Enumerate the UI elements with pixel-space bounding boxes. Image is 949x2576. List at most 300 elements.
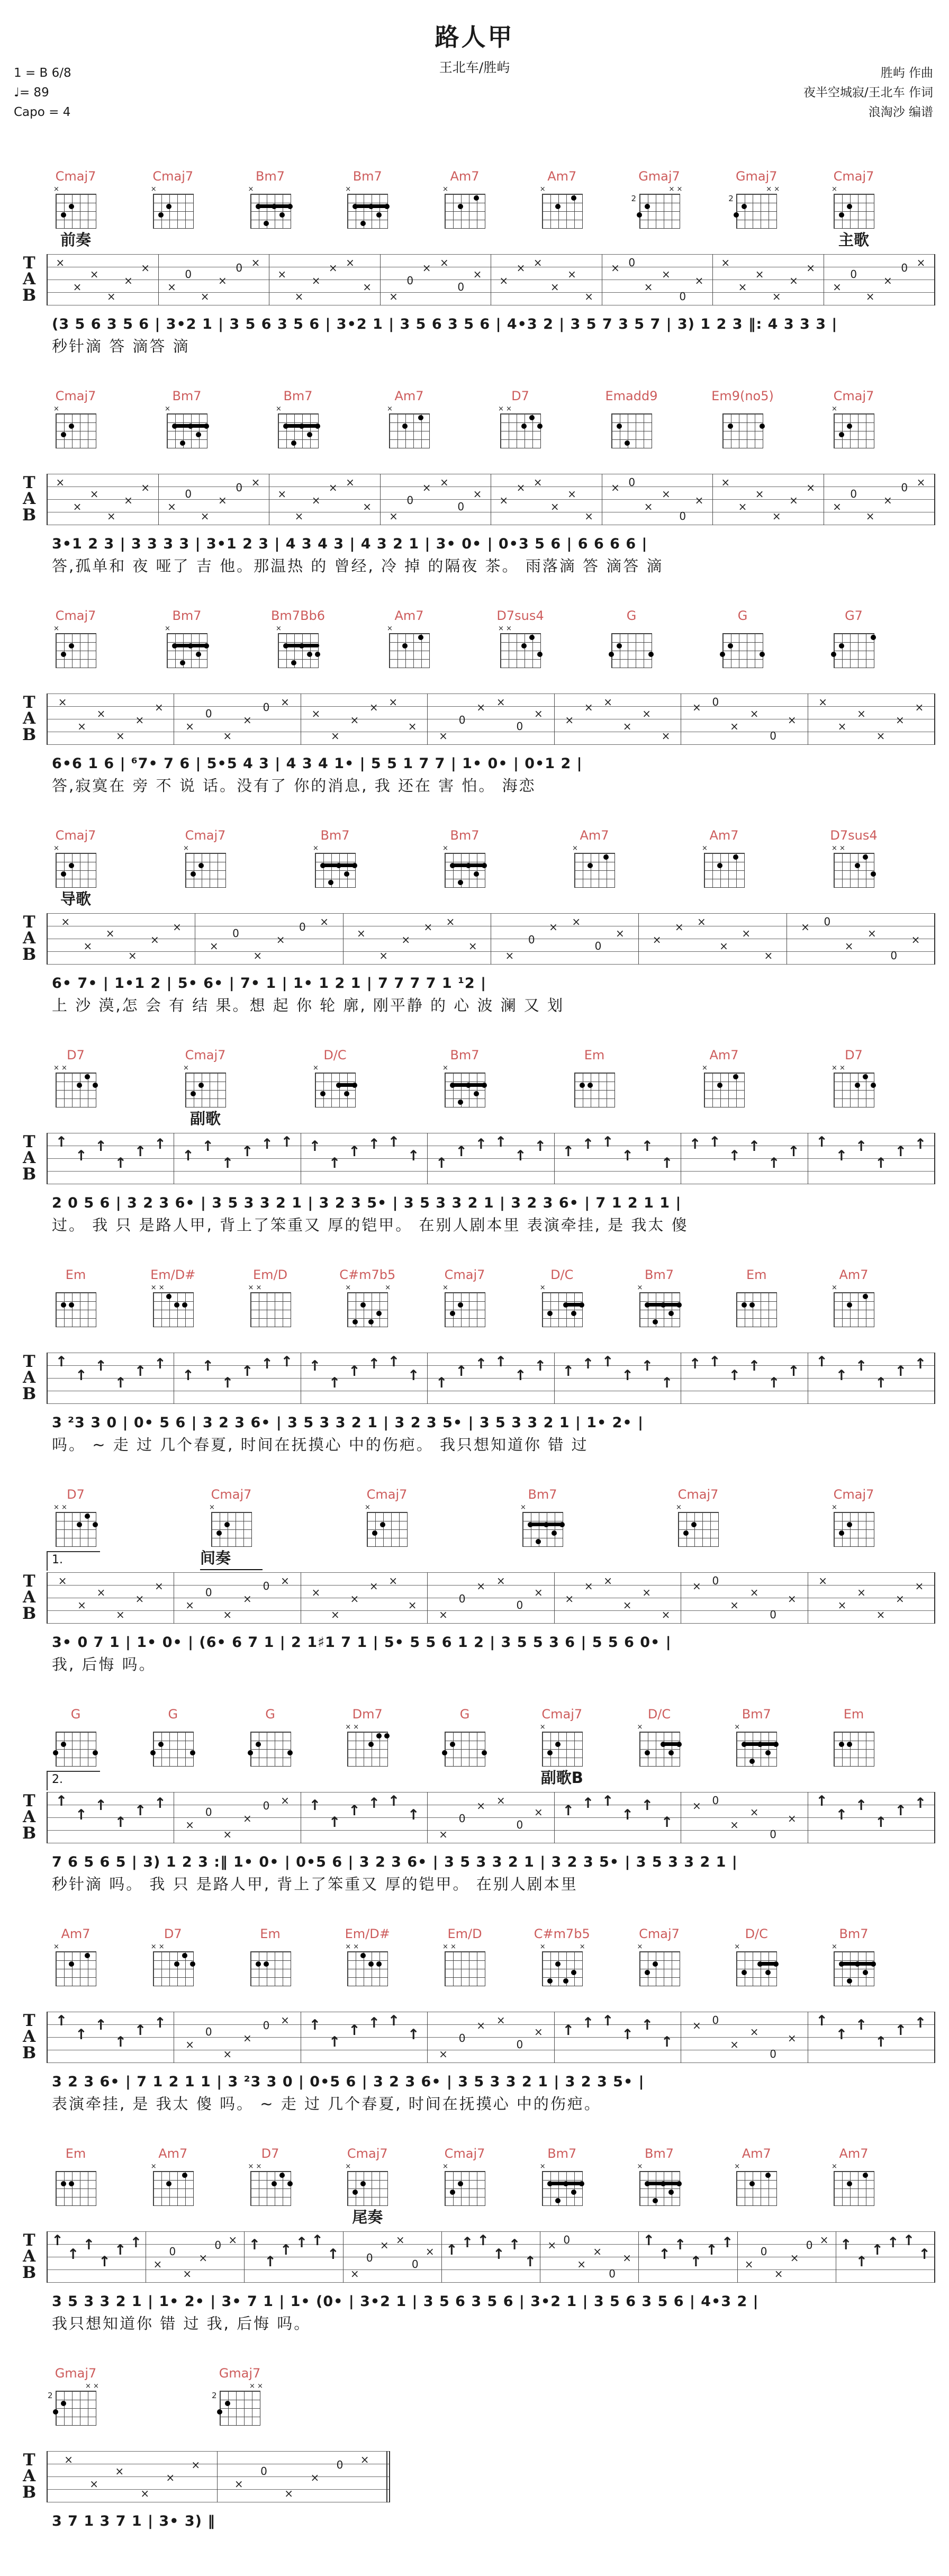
finger-dot xyxy=(653,1319,658,1325)
strum-arrow-icon: ↑ xyxy=(914,1136,927,1152)
chord xyxy=(338,1707,396,1768)
fretboard-grid xyxy=(445,1951,485,1986)
fretboard-grid xyxy=(250,1951,291,1986)
mute-x-icon: × xyxy=(248,1284,254,1292)
tab-measure xyxy=(381,254,492,305)
mute-x-icon: 0 xyxy=(236,262,243,274)
fretboard-grid xyxy=(250,1732,291,1767)
mute-x-icon: × xyxy=(223,2048,232,2060)
fretboard-grid xyxy=(153,2171,194,2206)
fretboard-grid xyxy=(56,1292,96,1327)
mute-x-icon: × xyxy=(345,185,351,193)
tab-measure xyxy=(824,254,935,305)
strum-arrow-icon: ↑ xyxy=(154,1356,166,1372)
mute-x-icon: × xyxy=(730,2038,739,2051)
finger-dot xyxy=(544,1522,549,1527)
finger-dot xyxy=(279,2173,285,2178)
finger-dot xyxy=(196,432,201,437)
chord-diagram xyxy=(444,2163,485,2207)
chord-diagram xyxy=(833,1064,874,1109)
chord-name-label: C#m7b5 xyxy=(534,1926,590,1941)
fretboard-grid xyxy=(250,194,291,229)
fretboard-grid xyxy=(639,2171,680,2206)
finger-dot xyxy=(555,1742,561,1747)
mute-x-icon: × xyxy=(96,1586,106,1599)
mute-x-icon: × xyxy=(876,729,885,742)
tab-clef: T A B xyxy=(22,1791,37,1843)
chord-name-label: G7 xyxy=(845,608,863,623)
strum-arrow-icon: ↑ xyxy=(348,1143,360,1160)
tab-measure xyxy=(174,693,301,745)
strum-arrow-icon: ↑ xyxy=(816,1354,828,1370)
chord-diagram xyxy=(166,405,207,449)
strum-arrow-icon: ↑ xyxy=(658,2246,671,2263)
tab-measure xyxy=(808,2012,934,2063)
chord-diagram xyxy=(833,1503,874,1548)
finger-dot xyxy=(328,880,333,885)
chord xyxy=(47,1487,105,1548)
mute-x-icon: × xyxy=(764,949,773,962)
chord-diagram xyxy=(314,1064,356,1109)
mute-x-icon: × xyxy=(468,940,477,952)
mute-x-icon: × xyxy=(473,488,482,500)
jianpu-line: 6• 7• | 1•1 2 | 5• 6• | 7• 1 | 1• 1 2 1 | 7 7 7 7 1 ¹2 | xyxy=(52,975,486,992)
mute-x-icon: × xyxy=(721,256,730,269)
strum-arrow-icon: ↑ xyxy=(641,1358,654,1374)
tab-measure xyxy=(428,1133,554,1184)
tab-clef: T A B xyxy=(22,1352,37,1403)
mute-x-icon: × xyxy=(539,1723,546,1731)
chord-diagram xyxy=(522,1503,563,1548)
mute-x-icon: × xyxy=(883,494,892,507)
mute-x-icon: × xyxy=(369,1580,378,1592)
jianpu-line: 2 0 5 6 | 3 2 3 6• | 3 5 3 3 2 1 | 3 2 3 5• | 3 5 3 3 2 1 | 3 2 3 6• | 7 1 2 1 1 | xyxy=(52,1195,682,1211)
tab-measure xyxy=(301,2012,428,2063)
chord-diagram xyxy=(541,1723,583,1768)
mute-x-icon: × xyxy=(56,256,65,269)
tab-staff-wrap xyxy=(14,2451,935,2502)
mute-x-icon: × xyxy=(676,1503,682,1511)
strum-arrow-icon: ↑ xyxy=(494,1354,507,1370)
fretboard-grid xyxy=(445,853,485,888)
tab-measure xyxy=(681,1572,808,1624)
mute-x-icon: 0 xyxy=(712,1574,719,1587)
mute-x-icon: × xyxy=(516,262,526,274)
finger-dot xyxy=(188,643,193,648)
finger-dot xyxy=(299,643,304,648)
finger-dot xyxy=(283,424,288,429)
strum-arrow-icon: ↑ xyxy=(855,1138,867,1155)
chord-diagram xyxy=(833,405,874,449)
strum-arrow-icon: ↑ xyxy=(661,1814,673,1831)
mute-x-icon: × xyxy=(89,2478,99,2490)
tab-measure xyxy=(491,913,639,965)
mute-x-icon: × xyxy=(346,256,355,269)
capo: Capo = 4 xyxy=(14,105,71,119)
strum-arrow-icon: ↑ xyxy=(835,1807,848,1823)
finger-dot xyxy=(256,1742,261,1747)
chord-name-label: D/C xyxy=(745,1926,768,1941)
lyrics-line: 我只想知道你 错 过 我, 后悔 吗。 xyxy=(52,2314,311,2332)
strum-arrow-icon: ↑ xyxy=(134,1363,147,1380)
finger-dot xyxy=(847,424,852,429)
strum-arrow-icon: ↑ xyxy=(279,2242,292,2258)
chord-diagram xyxy=(212,2382,263,2427)
mute-x-icon: × xyxy=(387,625,393,633)
finger-dot xyxy=(559,1522,565,1527)
mute-x-icon: × xyxy=(749,1806,759,1818)
strum-arrow-icon: ↑ xyxy=(241,1143,254,1160)
mute-x-icon: 0 xyxy=(205,2025,212,2038)
mute-x-icon: × xyxy=(154,1580,164,1592)
tab-measure xyxy=(808,693,934,745)
finger-dot xyxy=(537,652,543,657)
fretboard-grid xyxy=(153,1951,194,1986)
chord-diagram-row xyxy=(47,589,883,669)
mute-x-icon: × xyxy=(534,2025,543,2038)
chord xyxy=(306,828,364,889)
mute-x-icon: × xyxy=(702,1064,708,1072)
finger-dot xyxy=(61,432,66,437)
mute-x-icon: 0 xyxy=(214,2239,222,2251)
finger-dot xyxy=(188,424,193,429)
chord-diagram xyxy=(347,1723,388,1768)
mute-x-icon: × xyxy=(185,720,195,733)
fretboard-grid xyxy=(56,2391,96,2426)
finger-dot xyxy=(85,1074,90,1079)
chord-name-label: Cmaj7 xyxy=(444,2146,485,2161)
chord-name-label: Em/D xyxy=(252,1267,288,1282)
chord xyxy=(825,2146,883,2207)
strum-arrow-icon: ↑ xyxy=(816,2013,828,2029)
fretboard-grid xyxy=(542,194,583,229)
finger-dot xyxy=(450,1083,455,1088)
chord xyxy=(565,1048,623,1109)
tab-measure xyxy=(555,1792,681,1843)
strum-arrow-icon: ↑ xyxy=(55,1134,68,1150)
chord-name-label: Cmaj7 xyxy=(185,828,226,843)
tab-measure xyxy=(48,693,174,745)
chord-diagram xyxy=(347,2163,388,2207)
tab-staff-wrap xyxy=(14,2231,935,2283)
jianpu-line: 3 5 3 3 2 1 | 1• 2• | 3• 7 1 | 1• (0• | 3•2 1 | 3 5 6 3 5 6 | 3•2 1 | 3 5 6 3 5 6 | 4•3 2 | xyxy=(52,2293,759,2310)
mute-x-icon: × xyxy=(281,696,290,708)
mute-x-icon: × xyxy=(105,927,115,940)
mute-x-icon: × xyxy=(228,2233,238,2246)
tab-measure xyxy=(48,1792,174,1843)
mute-x-icon: × xyxy=(622,1599,632,1611)
strum-arrow-icon: ↑ xyxy=(816,1793,828,1809)
chord-name-label: Am7 xyxy=(709,1048,739,1062)
mute-x-icon: × xyxy=(806,262,816,274)
chord-name-label: Em xyxy=(65,2146,86,2161)
fretboard-grid xyxy=(736,1292,777,1327)
finger-dot xyxy=(279,212,285,218)
finger-dot xyxy=(536,1539,541,1544)
chord xyxy=(241,2146,300,2207)
chord-diagram xyxy=(55,1284,96,1328)
chord xyxy=(727,2146,785,2207)
mute-x-icon: × xyxy=(106,510,116,523)
mute-x-icon: × xyxy=(311,1586,321,1599)
finger-dot xyxy=(474,1091,479,1096)
mute-x-icon: × xyxy=(652,933,662,946)
mute-x-icon: 0 xyxy=(458,714,466,726)
chord-diagram xyxy=(211,1503,252,1548)
mute-x-icon: 0 xyxy=(458,1592,466,1605)
strum-arrow-icon: ↑ xyxy=(661,1155,673,1172)
strum-arrow-icon: ↑ xyxy=(348,1363,360,1380)
mute-x-icon: 0 xyxy=(458,1812,466,1825)
tab-staff-wrap xyxy=(14,254,935,305)
chord xyxy=(669,1487,727,1548)
mute-x-icon: × xyxy=(73,500,82,513)
mute-x-icon: × xyxy=(345,1723,351,1731)
mute-x-icon: × xyxy=(572,844,578,852)
finger-dot xyxy=(61,2401,66,2406)
mute-x-icon: × xyxy=(243,714,252,726)
mute-x-icon: × xyxy=(183,2267,192,2280)
finger-dot xyxy=(291,440,296,446)
strum-arrow-icon: ↑ xyxy=(641,2017,654,2033)
chord-name-label: Bm7 xyxy=(255,169,285,184)
mute-x-icon: 0 xyxy=(263,701,270,714)
strum-arrow-icon: ↑ xyxy=(767,1155,780,1172)
mute-x-icon: × xyxy=(58,696,67,708)
finger-dot xyxy=(466,863,471,868)
tab-staff xyxy=(47,254,935,305)
chord xyxy=(713,608,772,669)
chord-diagram-row xyxy=(47,1467,883,1567)
chord-diagram xyxy=(541,2163,583,2207)
finger-dot xyxy=(61,2181,66,2186)
mute-x-icon: × xyxy=(141,262,150,274)
score-header xyxy=(0,0,949,149)
strum-arrow-icon: ↑ xyxy=(387,2013,400,2029)
mute-x-icon: × xyxy=(593,2245,602,2258)
mute-x-icon: 0 xyxy=(901,262,908,274)
mute-x-icon: 0 xyxy=(806,2239,813,2251)
tab-measure xyxy=(146,2231,245,2283)
tab-staff xyxy=(47,1792,935,1843)
finger-dot xyxy=(380,1522,385,1527)
mute-x-icon: × xyxy=(439,2048,448,2060)
tab-measure xyxy=(344,913,491,965)
finger-dot xyxy=(529,635,535,640)
fretboard-grid xyxy=(834,1292,874,1327)
tab-staff xyxy=(47,1353,935,1404)
mute-x-icon: 0 xyxy=(901,481,908,494)
mute-x-icon: × xyxy=(539,185,546,193)
tab-clef: T A B xyxy=(22,693,37,744)
strum-arrow-icon: ↑ xyxy=(914,1356,927,1372)
mute-x-icon: × xyxy=(476,1580,486,1592)
chord xyxy=(630,1926,689,1987)
fretboard-grid xyxy=(834,2171,874,2206)
mute-x-icon: × xyxy=(865,290,875,303)
finger-dot xyxy=(384,204,390,209)
tab-measure xyxy=(491,474,602,525)
strum-arrow-icon: ↑ xyxy=(95,1797,107,1814)
strum-arrow-icon: ↑ xyxy=(328,1375,341,1391)
finger-dot xyxy=(847,2181,852,2186)
chord xyxy=(176,1048,234,1128)
tab-measure xyxy=(48,913,195,965)
mute-x-icon: 0 xyxy=(770,729,777,742)
finger-dot xyxy=(609,652,614,657)
strum-arrow-icon: ↑ xyxy=(221,1375,234,1391)
mute-x-icon: × xyxy=(166,2471,175,2484)
chord xyxy=(144,1707,202,1768)
strum-arrow-icon: ↑ xyxy=(368,1356,380,1372)
mute-x-icon: × xyxy=(584,701,593,714)
finger-dot xyxy=(166,2181,171,2186)
chord-diagram xyxy=(444,1064,485,1109)
mute-x-icon: 0 xyxy=(679,290,686,303)
finger-dot xyxy=(831,652,836,657)
mute-x-icon: × xyxy=(867,927,876,940)
mute-x-icon: 0 xyxy=(205,1586,212,1599)
strum-arrow-icon: ↑ xyxy=(914,2015,927,2031)
finger-dot xyxy=(418,415,423,420)
mute-x-icon: × xyxy=(516,481,526,494)
tab-measure xyxy=(48,1133,174,1184)
fretboard-grid xyxy=(736,1732,777,1767)
mute-x-icon: 0 xyxy=(760,2245,767,2258)
fretboard-grid xyxy=(542,2171,583,2206)
chord-name-label: Am7 xyxy=(547,169,577,184)
chord-diagram xyxy=(541,1284,583,1328)
mute-x-icon: 0 xyxy=(824,915,831,928)
fretboard-grid xyxy=(56,1951,96,1986)
mute-x-icon: × xyxy=(442,2163,448,2170)
strum-arrow-icon: ↑ xyxy=(788,1363,800,1380)
chord-name-label: Dm7 xyxy=(352,1707,383,1722)
fretboard-grid xyxy=(56,633,96,668)
mute-x-icon: × xyxy=(876,1608,885,1621)
tab-measure xyxy=(555,693,681,745)
mute-x-icon: × xyxy=(533,476,543,489)
mute-x-icon: × xyxy=(896,714,905,726)
volta-bracket: 2. xyxy=(47,1771,100,1790)
chord-diagram xyxy=(166,625,207,669)
chord-name-label: Gmaj7 xyxy=(55,2366,97,2381)
chord-diagram xyxy=(541,1943,583,1987)
chord-name-label: Cmaj7 xyxy=(541,1707,583,1722)
chord-diagram xyxy=(55,1064,96,1109)
strum-arrow-icon: ↑ xyxy=(493,2246,505,2263)
jianpu-line: (3 5 6 3 5 6 | 3•2 1 | 3 5 6 3 5 6 | 3•2 1 | 3 5 6 3 5 6 | 4•3 2 | 3 5 7 3 5 7 | 3) 1 2 3 ‖: 4 3 3 3 | xyxy=(52,316,838,332)
chord-name-label: Bm7Bb6 xyxy=(270,608,326,623)
finger-dot xyxy=(579,1302,584,1308)
mute-x-icon: × xyxy=(389,290,398,303)
mute-x-icon: × xyxy=(191,2458,201,2471)
tab-measure xyxy=(48,1353,174,1404)
chord-name-label: Gmaj7 xyxy=(219,2366,261,2381)
mute-x-icon: × xyxy=(256,2163,262,2170)
jianpu-line: 6•6 1 6 | ⁶7• 7 6 | 5•5 4 3 | 4 3 4 1• | 5 5 1 7 7 | 1• 0• | 0•1 2 | xyxy=(52,755,583,772)
chord-diagram xyxy=(833,1943,874,1987)
strum-arrow-icon: ↑ xyxy=(918,2246,930,2263)
chord xyxy=(825,389,883,449)
finger-dot xyxy=(676,1742,682,1747)
mute-x-icon: × xyxy=(369,701,378,714)
fretboard-grid xyxy=(678,1512,719,1547)
chord xyxy=(513,1487,572,1548)
chord xyxy=(630,1267,689,1328)
mute-x-icon: × xyxy=(128,949,137,962)
finger-dot xyxy=(69,1961,74,1967)
chord-name-label: Am7 xyxy=(839,2146,869,2161)
finger-dot xyxy=(352,1083,357,1088)
chord-diagram xyxy=(185,844,226,889)
finger-dot xyxy=(264,221,269,226)
chord-diagram xyxy=(366,1503,408,1548)
finger-dot xyxy=(264,1961,269,1967)
tab-staff xyxy=(47,913,935,965)
chord-diagram xyxy=(639,1723,680,1768)
finger-dot xyxy=(224,1522,230,1527)
finger-dot xyxy=(344,871,349,877)
strum-arrow-icon: ↑ xyxy=(902,2232,915,2249)
chord xyxy=(47,389,105,449)
mute-x-icon: × xyxy=(116,1608,125,1621)
tab-measure xyxy=(301,1133,428,1184)
fretboard-grid xyxy=(56,1732,96,1767)
finger-dot xyxy=(315,424,320,429)
chord-name-label: Am7 xyxy=(580,828,609,843)
tab-measure xyxy=(301,693,428,745)
chord-diagram xyxy=(444,1284,485,1328)
finger-dot xyxy=(871,871,876,877)
strum-arrow-icon: ↑ xyxy=(641,1138,654,1155)
finger-dot xyxy=(617,643,622,648)
strum-arrow-icon: ↑ xyxy=(871,2242,883,2258)
mute-x-icon: × xyxy=(692,1580,701,1592)
mute-x-icon: 0 xyxy=(457,281,465,293)
mute-x-icon: × xyxy=(865,510,875,523)
mute-x-icon: × xyxy=(622,720,632,733)
chord-diagram xyxy=(736,2163,777,2207)
finger-dot xyxy=(552,1530,557,1536)
tab-measure xyxy=(269,254,381,305)
chord-diagram xyxy=(833,2163,874,2207)
finger-dot xyxy=(863,1970,868,1975)
chord xyxy=(47,169,105,249)
finger-dot xyxy=(450,863,455,868)
key-signature: 1 = B 6/8 xyxy=(14,66,71,80)
tab-measure xyxy=(555,1133,681,1184)
tab-measure xyxy=(159,254,270,305)
chord-name-label: Em/D xyxy=(447,1926,482,1941)
chord xyxy=(211,2366,269,2427)
strum-arrow-icon: ↑ xyxy=(534,1138,546,1155)
strum-arrow-icon: ↑ xyxy=(748,1138,761,1155)
finger-dot xyxy=(547,1750,553,1755)
mute-x-icon: × xyxy=(539,1284,546,1292)
strum-arrow-icon: ↑ xyxy=(407,1367,420,1384)
finger-dot xyxy=(77,1083,82,1088)
finger-dot xyxy=(272,2181,277,2186)
finger-dot xyxy=(196,652,201,657)
mute-x-icon: × xyxy=(702,844,708,852)
finger-dot xyxy=(150,1750,156,1755)
finger-dot xyxy=(190,1961,195,1967)
finger-dot xyxy=(720,652,725,657)
key-tempo-capo-block xyxy=(14,64,71,122)
finger-dot xyxy=(204,424,209,429)
mute-x-icon: × xyxy=(837,720,847,733)
